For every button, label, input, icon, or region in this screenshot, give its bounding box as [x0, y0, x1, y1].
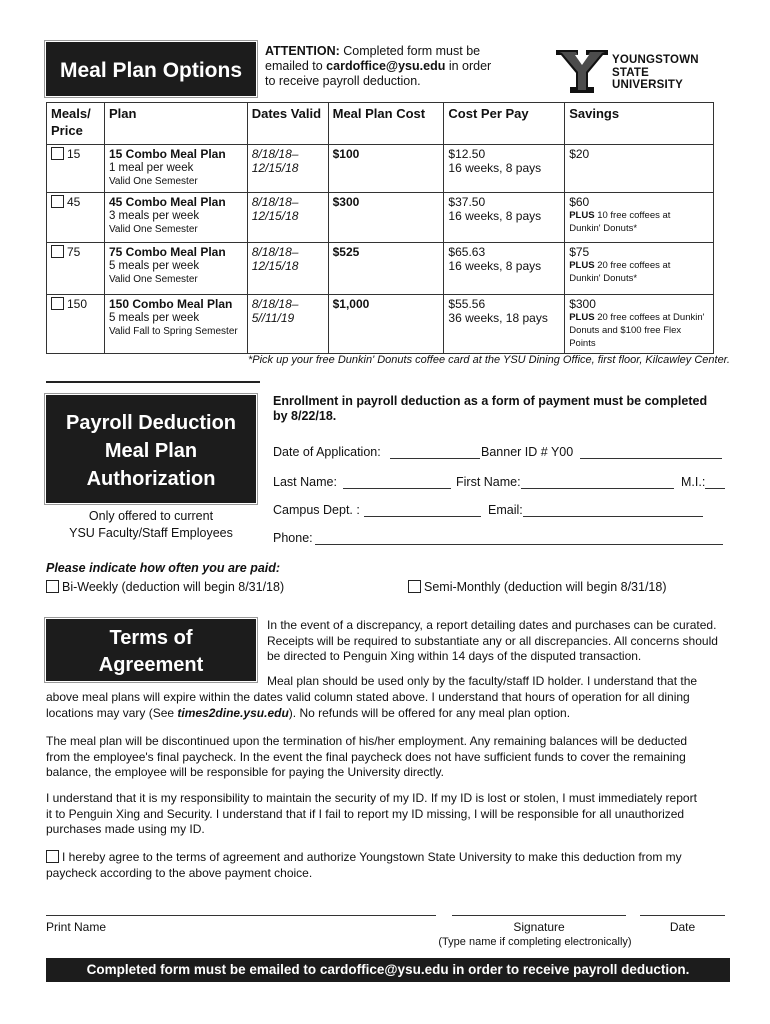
terms-p4-line-1: I understand that it is my responsibility to maintain the security of my ID. If my ID is lost or stolen, I must immediately report [46, 791, 697, 805]
terms-title-line-2: Agreement [98, 654, 204, 676]
table-row [47, 193, 714, 243]
table-row [47, 295, 714, 354]
middle-initial-label: M.I.: [681, 475, 706, 489]
plan-cost: $1,000 [328, 295, 444, 354]
date-start: 8/18/18– [251, 147, 299, 161]
table-row [47, 243, 714, 295]
bonus-line-2: Dunkin' Donuts* [569, 223, 638, 234]
phone-field[interactable] [315, 544, 723, 545]
date-end: 12/15/18 [251, 259, 299, 273]
date-end: 5//11/19 [251, 311, 295, 325]
payroll-title-line-3: Authorization [86, 468, 216, 490]
print-name-label: Print Name [46, 920, 107, 934]
terms-p3-line-2: from the employee's final paycheck. In the event the final paycheck does not have sufficient funds to cover the remaining [46, 749, 686, 764]
terms-paragraph-2 [46, 690, 736, 721]
savings-amount: $300 [569, 297, 596, 311]
attention-text-3: to receive payroll deduction. [265, 74, 421, 88]
ysu-wordmark [612, 54, 699, 92]
payroll-title-line-2: Meal Plan [104, 440, 198, 462]
print-name-line[interactable] [46, 915, 436, 916]
plan-validity: Valid One Semester [108, 224, 198, 235]
terms-p2-line-3b: ). No refunds will be offered for any meal plan option. [288, 705, 571, 720]
terms-paragraph-3 [46, 734, 736, 781]
savings-amount: $75 [569, 245, 590, 259]
plan-150-checkbox[interactable] [51, 297, 64, 310]
signature-label: Signature [513, 920, 565, 934]
phone-label: Phone: [273, 531, 313, 545]
enrollment-deadline [273, 394, 733, 424]
date-start: 8/18/18– [251, 195, 299, 209]
terms-p2-line-1: Meal plan should be used only by the faculty/staff ID holder. I understand that the [267, 674, 698, 688]
campus-dept-label: Campus Dept. : [273, 503, 360, 517]
header-plan: Plan [104, 103, 247, 145]
pay-schedule: 36 weeks, 18 pays [448, 311, 548, 325]
attention-email: cardoffice@ysu.edu [326, 59, 446, 73]
terms-p1-line-3: be directed to Penguin Xing within 14 days of the disputed transaction. [267, 649, 642, 663]
eligibility-line-1: Only offered to current [88, 509, 214, 523]
header-savings: Savings [565, 103, 714, 145]
attention-text-1: Completed form must be [343, 44, 481, 58]
plan-name: 150 Combo Meal Plan [108, 297, 233, 311]
bonus-line-1: 20 free coffees at Dunkin' [597, 312, 705, 323]
savings-amount: $60 [569, 195, 590, 209]
cost-per-pay: $37.50 [448, 195, 486, 209]
meal-plan-options-title: Meal Plan Options [46, 42, 256, 96]
payroll-deduction-title [46, 395, 256, 503]
banner-id-label: Banner ID # Y00 [481, 445, 574, 459]
biweekly-option[interactable] [46, 580, 284, 594]
plan-validity: Valid One Semester [108, 274, 198, 285]
agreement-consent [46, 850, 736, 881]
plan-75-checkbox[interactable] [51, 245, 64, 258]
pay-schedule: 16 weeks, 8 pays [448, 259, 542, 273]
coffee-footnote: *Pick up your free Dunkin' Donuts coffee card at the YSU Dining Office, first floor, Kilcawley Center. [247, 354, 730, 366]
email-field[interactable] [523, 516, 703, 517]
cost-per-pay: $65.63 [448, 245, 486, 259]
plan-frequency: 5 meals per week [108, 260, 200, 272]
attention-text-2b: in order [448, 59, 492, 73]
email-label: Email: [488, 503, 523, 517]
header-cost-per-pay: Cost Per Pay [444, 103, 565, 145]
terms-title-line-1: Terms of [109, 627, 193, 649]
pay-frequency-question: Please indicate how often you are paid: [46, 561, 281, 575]
bonus-line-2: Donuts and $100 free Flex Points [569, 325, 682, 349]
plan-15-checkbox[interactable] [51, 147, 64, 160]
attention-text-2a: emailed to [265, 59, 323, 73]
meals-count: 45 [67, 195, 81, 209]
terms-p4-line-2: it to Penguin Xing and Security. I understand that if I fail to report my ID missing, I will be responsible for all unauthorized [46, 806, 685, 821]
payroll-title-line-1: Payroll Deduction [65, 412, 237, 434]
plan-frequency: 5 meals per week [108, 312, 200, 324]
plan-name: 15 Combo Meal Plan [108, 147, 226, 161]
last-name-field[interactable] [343, 488, 451, 489]
agree-checkbox[interactable] [46, 850, 59, 863]
campus-dept-field[interactable] [364, 516, 481, 517]
terms-p1-line-1: In the event of a discrepancy, a report detailing dates and purchases can be curated. [267, 618, 717, 632]
enrollment-line-2: by 8/22/18. [273, 409, 337, 423]
meals-count: 15 [67, 147, 81, 161]
date-line[interactable] [640, 915, 725, 916]
plus-label: PLUS [569, 312, 595, 323]
meal-plan-table [46, 102, 714, 354]
meals-count: 150 [67, 297, 88, 311]
first-name-field[interactable] [521, 488, 674, 489]
bonus-line-2: Dunkin' Donuts* [569, 273, 638, 284]
terms-p3-line-3: balance, the employee will be responsible for paying the University directly. [46, 765, 444, 779]
pay-schedule: 16 weeks, 8 pays [448, 161, 542, 175]
ysu-logo [556, 46, 736, 96]
pay-schedule: 16 weeks, 8 pays [448, 209, 542, 223]
date-start: 8/18/18– [251, 297, 299, 311]
terms-of-agreement-title [46, 619, 256, 681]
logo-line-3: UNIVERSITY [612, 79, 684, 91]
terms-p3-line-1: The meal plan will be discontinued upon the termination of his/her employment. Any remaining balances will be deducted [46, 734, 688, 748]
semimonthly-option[interactable] [408, 580, 667, 594]
enrollment-line-1: Enrollment in payroll deduction as a form of payment must be completed [273, 394, 708, 408]
table-row [47, 145, 714, 193]
date-of-application-label: Date of Application: [273, 445, 381, 459]
date-label: Date [669, 920, 696, 934]
plan-validity: Valid One Semester [108, 176, 198, 187]
agree-line-2: paycheck according to the above payment choice. [46, 865, 313, 880]
plan-validity: Valid Fall to Spring Semester [108, 326, 238, 337]
date-of-application-field[interactable] [390, 458, 480, 459]
eligibility-note [46, 508, 256, 542]
bonus-line-1: 20 free coffees at [597, 260, 671, 271]
terms-p1-line-2: Receipts will be required to substantiate any or all discrepancies. All concerns should [267, 633, 718, 648]
terms-paragraph-4 [46, 791, 736, 838]
date-end: 12/15/18 [251, 209, 299, 223]
logo-line-1: YOUNGSTOWN [612, 54, 699, 66]
header-meal-plan-cost: Meal Plan Cost [328, 103, 444, 145]
terms-paragraph-1 [267, 618, 737, 665]
last-name-label: Last Name: [273, 475, 337, 489]
savings-amount: $20 [569, 147, 590, 161]
semimonthly-checkbox[interactable] [408, 580, 421, 593]
bonus-line-1: 10 free coffees at [597, 210, 671, 221]
semimonthly-label: Semi-Monthly (deduction will begin 8/31/18) [424, 580, 667, 594]
plan-cost: $525 [328, 243, 444, 295]
meals-count: 75 [67, 245, 81, 259]
date-end: 12/15/18 [251, 161, 299, 175]
header-meals-price: Meals/ Price [47, 103, 105, 145]
plan-cost: $100 [328, 145, 444, 193]
biweekly-checkbox[interactable] [46, 580, 59, 593]
plan-name: 45 Combo Meal Plan [108, 195, 226, 209]
signature-line[interactable] [452, 915, 626, 916]
first-name-label: First Name: [456, 475, 521, 489]
agree-line-1: I hereby agree to the terms of agreement and authorize Youngstown State University to make this deduction from my [62, 850, 682, 864]
attention-notice [265, 44, 545, 89]
plus-label: PLUS [569, 260, 595, 271]
biweekly-label: Bi-Weekly (deduction will begin 8/31/18) [62, 580, 285, 594]
footer-banner: Completed form must be emailed to cardoffice@ysu.edu in order to receive payroll deduction. [46, 958, 730, 982]
cost-per-pay: $55.56 [448, 297, 486, 311]
attention-label: ATTENTION: [265, 44, 340, 58]
table-header-row [47, 103, 714, 145]
middle-initial-field[interactable] [705, 488, 725, 489]
logo-line-2: STATE [612, 66, 649, 79]
plan-name: 75 Combo Meal Plan [108, 245, 226, 259]
section-divider [46, 381, 260, 383]
signature-note: (Type name if completing electronically) [438, 936, 632, 948]
terms-p2-line-3a: locations may vary (See [46, 705, 175, 720]
terms-p2-line-2: above meal plans will expire within the dates valid column stated above. I understand that hours of operation for all dining [46, 690, 690, 704]
plus-label: PLUS [569, 210, 595, 221]
plan-frequency: 1 meal per week [108, 162, 194, 174]
plan-45-checkbox[interactable] [51, 195, 64, 208]
terms-p4-line-3: purchases made using my ID. [46, 822, 205, 836]
header-dates-valid: Dates Valid [247, 103, 328, 145]
date-start: 8/18/18– [251, 245, 299, 259]
dining-hours-link[interactable]: times2dine.ysu.edu [177, 705, 289, 720]
cost-per-pay: $12.50 [448, 147, 486, 161]
plan-frequency: 3 meals per week [108, 210, 200, 222]
ysu-y-icon [556, 46, 608, 96]
plan-cost: $300 [328, 193, 444, 243]
banner-id-field[interactable] [580, 458, 722, 459]
eligibility-line-2: YSU Faculty/Staff Employees [69, 526, 233, 540]
